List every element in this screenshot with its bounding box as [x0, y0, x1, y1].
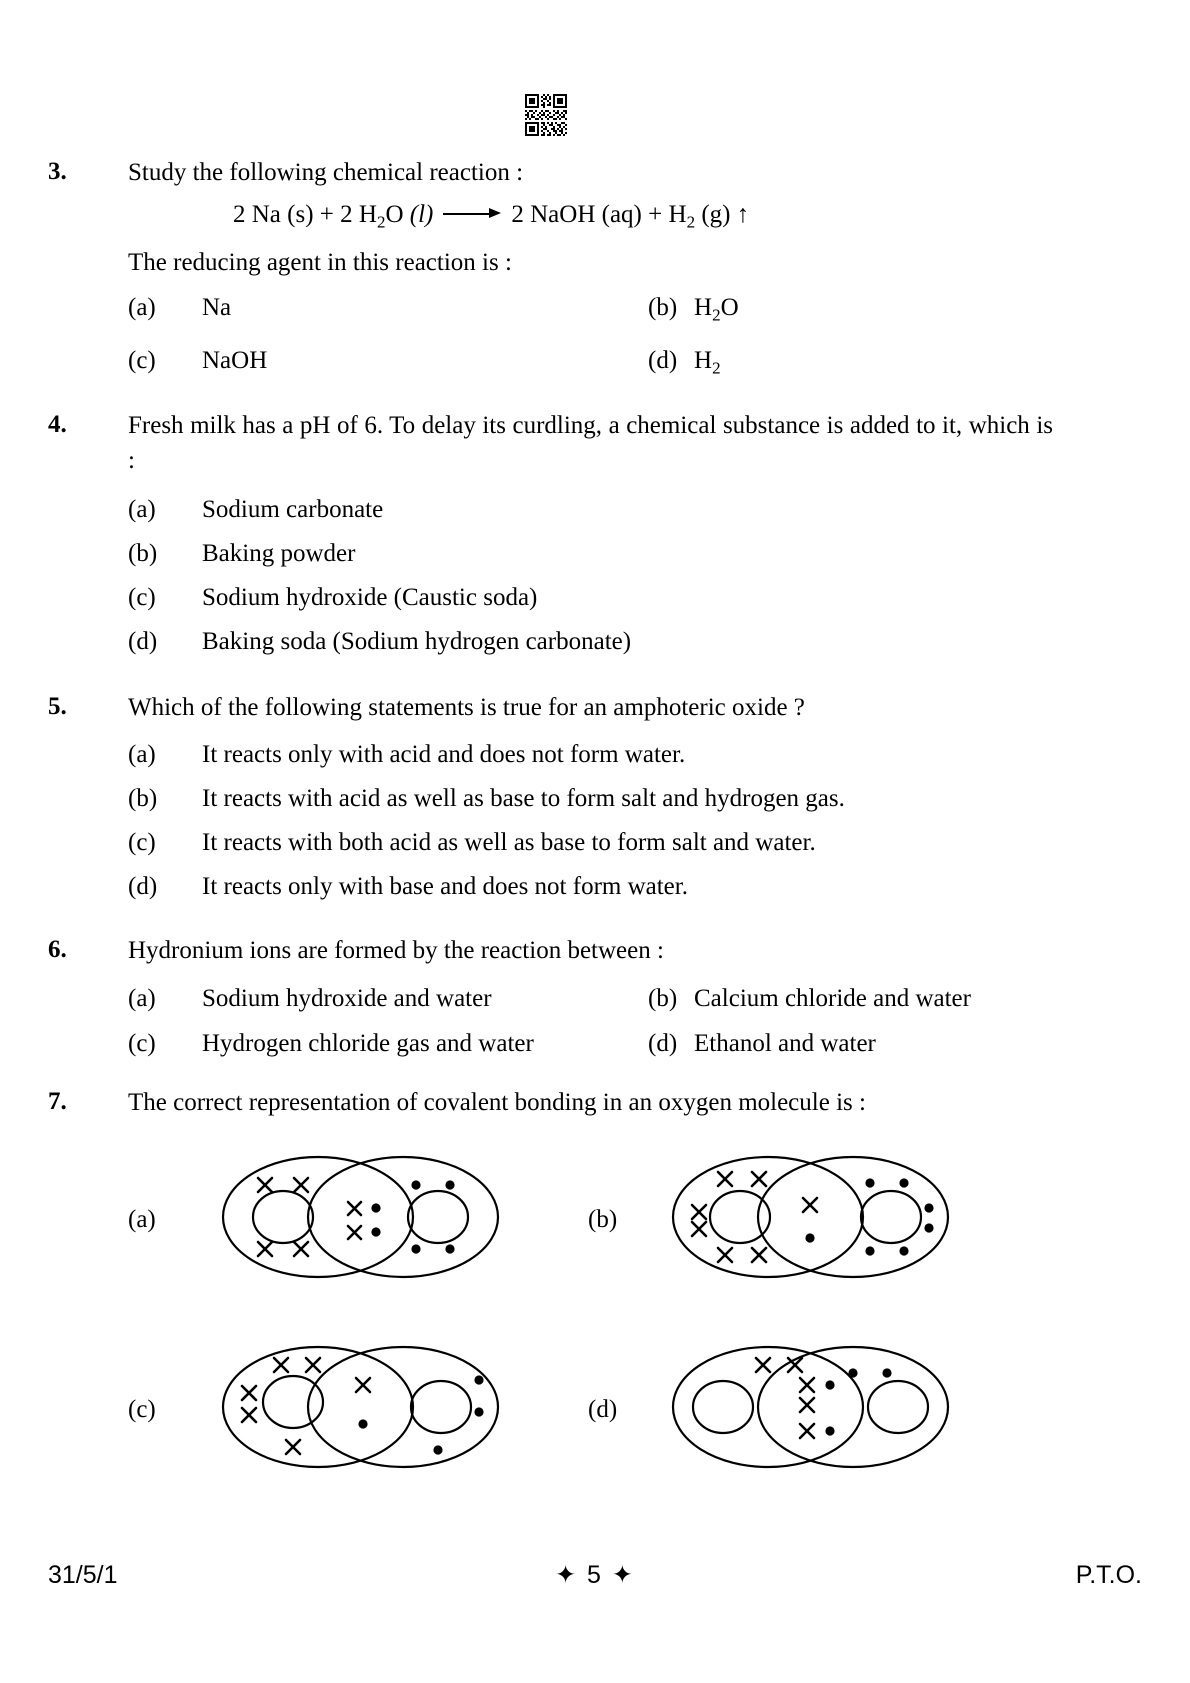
eq-rhs-species-1: NaOH (aq) — [530, 201, 642, 228]
diagram-row-2 — [48, 1340, 1058, 1500]
option-label: (b) — [648, 294, 678, 322]
lewis-diagram-d[interactable] — [648, 1340, 978, 1480]
question-number: 7. — [48, 1088, 67, 1115]
option-d[interactable] — [648, 338, 1058, 390]
eq-lhs-species-2-sub: 2 — [376, 212, 386, 232]
option-b[interactable] — [648, 976, 1058, 1021]
option-b[interactable] — [128, 532, 1058, 576]
question-4 — [48, 408, 1058, 664]
diagram-row-1 — [48, 1150, 1058, 1310]
option-row — [128, 338, 1058, 390]
option-text: Sodium hydroxide (Caustic soda) — [202, 584, 538, 611]
reaction-arrow-icon — [443, 208, 501, 220]
options-list — [128, 733, 1058, 909]
covalent-bonding-diagrams — [48, 1150, 1058, 1500]
question-7 — [48, 1085, 1058, 1120]
question-stem: Which of the following statements is true for an amphoteric oxide ? — [128, 694, 805, 721]
eq-lhs-coeff-1: 2 — [233, 201, 246, 228]
question-number: 3. — [48, 158, 67, 185]
option-label: (c) — [128, 829, 156, 856]
eq-lhs-coeff-2: 2 — [340, 201, 353, 228]
option-label: (b) — [648, 985, 678, 1012]
chemical-equation — [128, 196, 1058, 241]
option-text: It reacts with both acid as well as base to form salt and water. — [202, 829, 816, 856]
question-5 — [48, 690, 1058, 909]
option-label-b: (b) — [588, 1206, 618, 1233]
option-text: Calcium chloride and water — [694, 985, 971, 1012]
option-label: (b) — [128, 785, 158, 812]
option-label: (d) — [648, 346, 678, 374]
option-row — [128, 976, 1058, 1021]
options-list — [128, 488, 1058, 664]
question-stem: Study the following chemical reaction : — [128, 159, 524, 186]
option-label-d: (d) — [588, 1396, 618, 1423]
option-text: Sodium hydroxide and water — [202, 985, 492, 1012]
page-footer — [48, 1555, 1142, 1595]
option-label: (c) — [128, 584, 156, 611]
lewis-diagram-c[interactable] — [198, 1340, 528, 1480]
option-label-a: (a) — [128, 1206, 156, 1233]
page-number: ✦ 5 ✦ — [555, 1561, 635, 1589]
option-d[interactable] — [128, 865, 1058, 909]
option-d[interactable] — [648, 1021, 1058, 1066]
option-label: (a) — [128, 741, 156, 768]
options-list — [128, 976, 1058, 1066]
options-list — [128, 285, 1058, 390]
option-c[interactable] — [128, 338, 648, 390]
option-label: (b) — [128, 540, 158, 567]
option-label: (d) — [128, 628, 158, 655]
option-label: (d) — [128, 873, 158, 900]
option-text: $H_2O$ — [694, 294, 739, 325]
option-a[interactable] — [128, 976, 648, 1021]
question-number: 4. — [48, 411, 67, 438]
lewis-diagram-b[interactable] — [648, 1150, 978, 1290]
eq-rhs-coeff-1: 2 — [511, 201, 524, 228]
option-label: (c) — [128, 1030, 156, 1057]
option-row — [128, 285, 1058, 337]
eq-plus-2: + — [648, 201, 663, 228]
option-text: It reacts with acid as well as base to form salt and hydrogen gas. — [202, 785, 845, 812]
pto-marker: P.T.O. — [1075, 1560, 1142, 1589]
eq-lhs-state-2: (l) — [409, 201, 434, 228]
option-c[interactable] — [128, 576, 1058, 620]
option-text: Baking soda (Sodium hydrogen carbonate) — [202, 628, 632, 655]
eq-rhs-species-2-pre: H — [668, 201, 687, 228]
option-text: NaOH — [202, 346, 268, 374]
question-6 — [48, 933, 1058, 1066]
option-c[interactable] — [128, 1021, 648, 1066]
option-d[interactable] — [128, 620, 1058, 664]
option-text: $H_2$ — [694, 346, 721, 378]
option-label: (a) — [128, 985, 156, 1012]
paper-code: 31/5/1 — [48, 1560, 118, 1589]
option-b[interactable] — [648, 285, 1058, 337]
option-a[interactable] — [128, 488, 1058, 532]
question-stem: Hydronium ions are formed by the reaction between : — [128, 937, 664, 964]
question-substem: The reducing agent in this reaction is : — [128, 249, 512, 277]
option-text: Na — [202, 294, 232, 322]
option-a[interactable] — [128, 285, 648, 337]
option-row — [128, 1021, 1058, 1066]
option-text: It reacts only with base and does not form water. — [202, 873, 688, 900]
question-3 — [48, 155, 1058, 390]
question-number: 5. — [48, 693, 67, 720]
option-b[interactable] — [128, 777, 1058, 821]
option-label: (d) — [648, 1030, 678, 1057]
eq-rhs-state-2: (g) — [701, 201, 731, 228]
eq-lhs-species-2-pre: H — [358, 201, 377, 228]
option-label: (a) — [128, 496, 156, 523]
option-a[interactable] — [128, 733, 1058, 777]
lewis-diagram-a[interactable] — [198, 1150, 528, 1290]
question-number: 6. — [48, 936, 67, 963]
option-label-c: (c) — [128, 1396, 156, 1423]
option-label: (a) — [128, 294, 156, 322]
eq-plus-1: + — [319, 201, 334, 228]
eq-lhs-species-2-post: O — [385, 201, 404, 228]
eq-lhs-species-1: Na (s) — [251, 201, 314, 228]
option-text: Baking powder — [202, 540, 356, 567]
eq-rhs-species-2-sub: 2 — [686, 212, 696, 232]
question-stem: Fresh milk has a pH of 6. To delay its curdling, a chemical substance is added to it, which is : — [128, 412, 1053, 474]
option-text: It reacts only with acid and does not form water. — [202, 741, 686, 768]
option-text: Hydrogen chloride gas and water — [202, 1030, 534, 1057]
question-stem: The correct representation of covalent bonding in an oxygen molecule is : — [128, 1089, 866, 1116]
option-label: (c) — [128, 346, 156, 374]
option-text: Sodium carbonate — [202, 496, 384, 523]
gas-evolved-arrow-icon: ↑ — [736, 201, 750, 228]
option-text: Ethanol and water — [694, 1030, 876, 1057]
qr-code-icon — [523, 92, 569, 138]
option-c[interactable] — [128, 821, 1058, 865]
